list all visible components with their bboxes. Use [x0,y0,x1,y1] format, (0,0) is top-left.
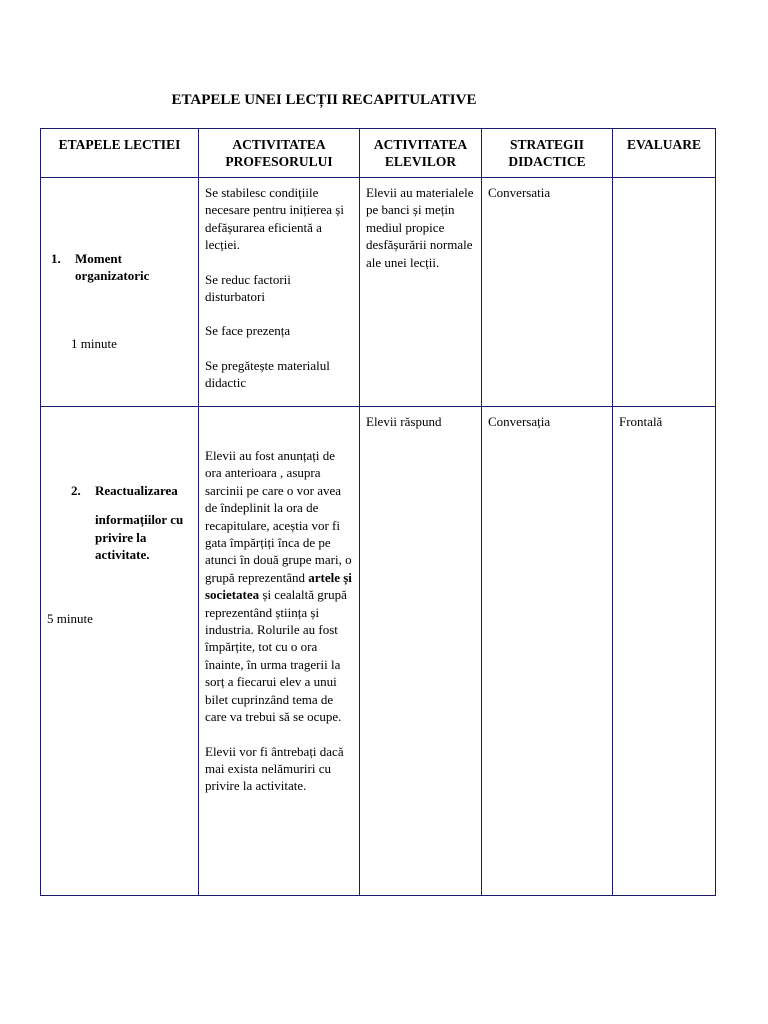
elevi-cell [360,178,482,407]
profesor-text: Se stabilesc condițiile necesare pentru inițierea și defășurarea eficientă a lecției. [205,185,344,253]
stage-duration: 5 minute [47,610,93,626]
evaluare-cell [613,407,716,896]
profesor-text-part: Elevii au fost anunțați de ora anterioara , asupra sarcinii pe care o vor avea de îndeplinit la ora de recapitulare, aceștia vor fi gata împărțiți înca de pe atunci în două grupe mari, o grupă reprezentând [205,448,352,585]
profesor-text-bold: artele și societatea [205,569,352,603]
lesson-stages-table [40,128,716,896]
stage-name: Moment organizatoric [75,251,150,284]
header-evaluare: EVALUARE [613,129,716,178]
profesor-text-part: și cealaltă grupă reprezentând știința și industria. Rolurile au fost împărțite, tot cu o ora înainte, în urma tragerii la sorț a fiecarui elev a unui bilet cuprinzând tema de care va trebui să se ocupe. [205,587,347,725]
stage-cell [41,178,199,407]
stage-name: Reactualizarea [95,483,178,498]
stage-number: 1. [51,251,61,266]
stage-number: 2. [71,483,81,498]
table-header-row [41,129,716,178]
profesor-text: Se pregătește materialul didactic [205,357,330,391]
header-elevi: ACTIVITATEA ELEVILOR [360,129,482,178]
strategii-cell [482,178,613,407]
stage-duration: 1 minute [71,335,117,351]
profesor-cell [199,178,360,407]
stage-title [47,482,192,564]
strategii-text: Conversatia [488,185,551,200]
table-row [41,178,716,407]
evaluare-text: Frontală [619,414,663,429]
profesor-text: Se face prezența [205,323,291,339]
stage-cell [41,407,199,896]
stage-name-continued: informațiilor cu privire la activitate. [95,512,184,563]
header-profesor: ACTIVITATEA PROFESORULUI [199,129,360,178]
evaluare-cell [613,178,716,407]
header-etape: ETAPELE LECTIEI [41,129,199,178]
elevi-text: Elevii au materialele pe banci și mețin mediul propice desfășurării normale ale unei lecții. [366,185,474,270]
header-strategii: STRATEGII DIDACTICE [482,129,613,178]
profesor-cell [199,407,360,896]
elevi-cell [360,407,482,896]
strategii-cell [482,407,613,896]
elevi-text: Elevii răspund [366,414,442,429]
profesor-text [205,447,353,726]
strategii-text: Conversația [488,414,551,429]
profesor-text: Elevii vor fi ântrebați dacă mai exista nelămuriri cu privire la activitate. [205,743,344,794]
document-title: ETAPELE UNEI LECȚII RECAPITULATIVE [171,92,477,108]
stage-title [47,250,192,285]
profesor-text: Se reduc factorii disturbatori [205,271,291,305]
table-row [41,407,716,896]
